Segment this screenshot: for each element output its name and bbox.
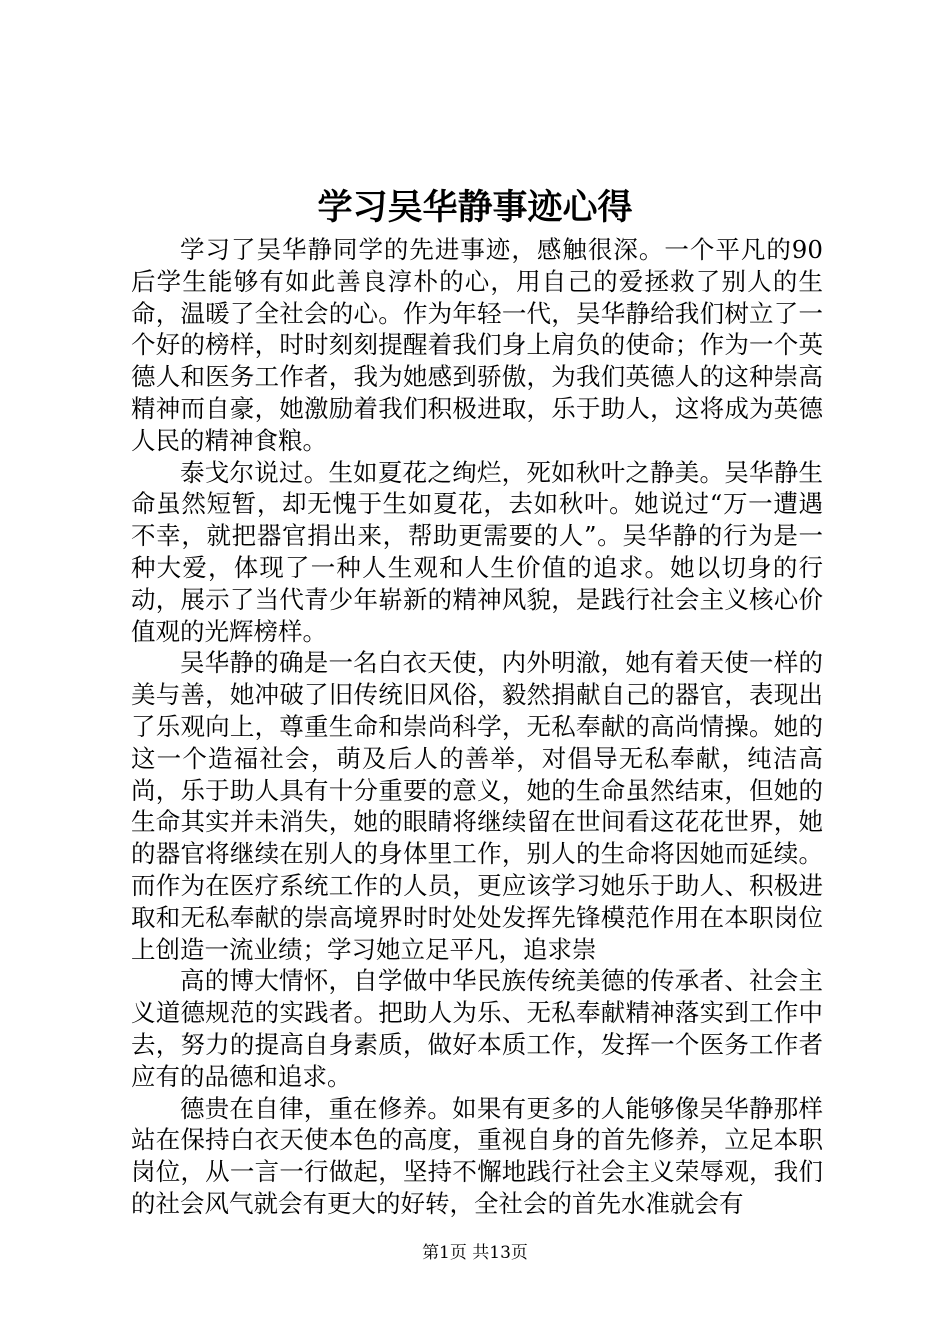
document-title: 学习吴华静事迹心得 xyxy=(317,187,633,228)
document-body xyxy=(131,234,823,1220)
paragraph-1: 学习了吴华静同学的先进事迹，感触很深。一个平凡的90后学生能够有如此善良淳朴的心，用自己的爱拯救了别人的生命，温暖了全社会的心。作为年轻一代，吴华静给我们树立了一个好的榜样，时时刻刻提醒着我们身上肩负的使命；作为一个英德人和医务工作者，我为她感到骄傲，为我们英德人的这种崇高精神而自豪，她激励着我们积极进取，乐于助人，这将成为英德人民的精神食粮。 xyxy=(131,235,823,455)
paragraph-3: 吴华静的确是一名白衣天使，内外明澈，她有着天使一样的美与善，她冲破了旧传统旧风俗，毅然捐献自己的器官，表现出了乐观向上，尊重生命和崇尚科学，无私奉献的高尚情操。她的这一个造福社会，萌及后人的善举，对倡导无私奉献，纯洁高尚，乐于助人具有十分重要的意义，她的生命虽然结束，但她的生命其实并未消失，她的眼睛将继续留在世间看这花花世界，她的器官将继续在别人的身体里工作，别人的生命将因她而延续。而作为在医疗系统工作的人员，更应该学习她乐于助人、积极进取和无私奉献的崇高境界时时处处发挥先锋模范作用在本职岗位上创造一流业绩；学习她立足平凡，追求崇 xyxy=(131,648,823,964)
paragraph-2: 泰戈尔说过。生如夏花之绚烂，死如秋叶之静美。吴华静生命虽然短暂，却无愧于生如夏花，去如秋叶。她说过“万一遭遇不幸，就把器官捐出来，帮助更需要的人”。吴华静的行为是一种大爱，体现了一种人生观和人生价值的追求。她以切身的行动，展示了当代青少年崭新的精神风貌，是践行社会主义核心价值观的光辉榜样。 xyxy=(131,457,823,646)
paragraph-4: 高的博大情怀，自学做中华民族传统美德的传承者、社会主义道德规范的实践者。把助人为乐、无私奉献精神落实到工作中去，努力的提高自身素质，做好本质工作，发挥一个医务工作者应有的品德和追求。 xyxy=(131,966,823,1091)
page-number-footer: 第1页 共13页 xyxy=(422,1243,528,1263)
paragraph-5: 德贵在自律，重在修养。如果有更多的人能够像吴华静那样站在保持白衣天使本色的高度，重视自身的首先修养，立足本职岗位，从一言一行做起，坚持不懈地践行社会主义荣辱观，我们的社会风气就会有更大的好转，全社会的首先水准就会有 xyxy=(131,1093,823,1218)
